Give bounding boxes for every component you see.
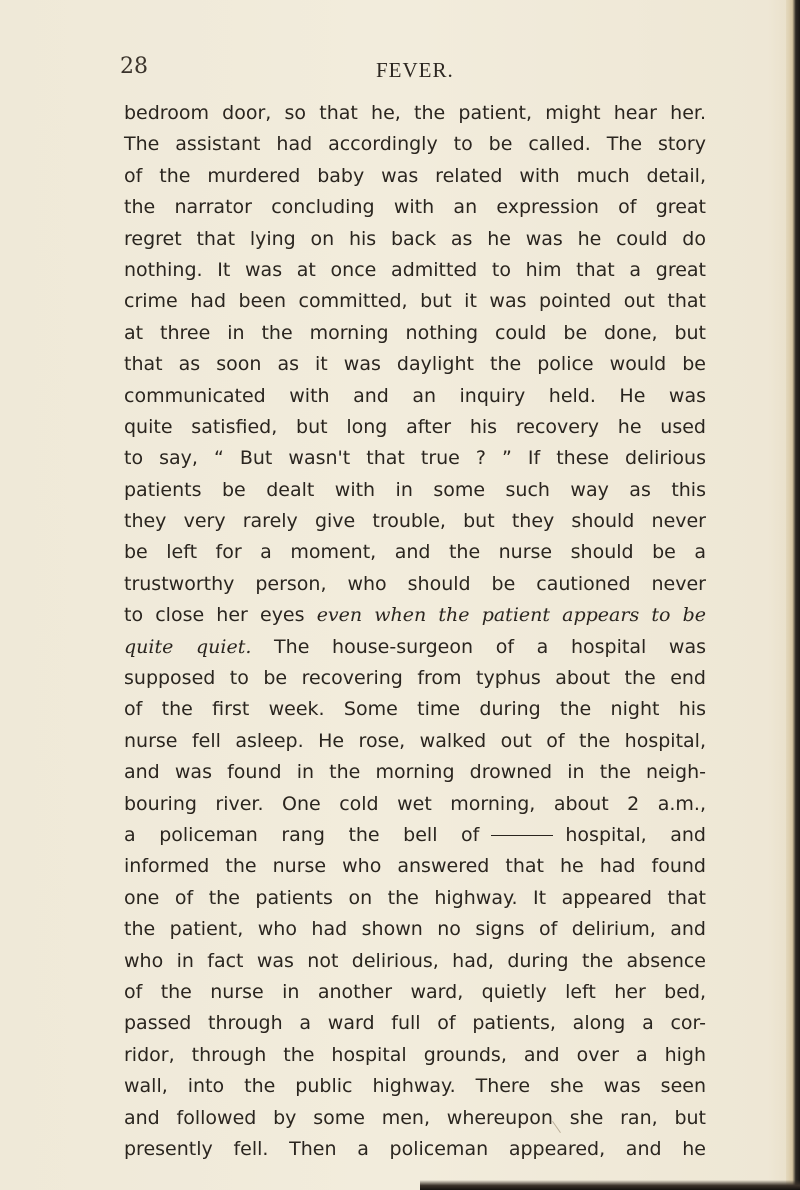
page-bottom-shadow [420, 1180, 800, 1190]
text-line: crime had been committed, but it was pointed out that [124, 290, 706, 313]
text-line: patients be dealt with in some such way as this [124, 478, 706, 501]
text-line: ridor, through the hospital grounds, and over a high [124, 1043, 706, 1066]
text-line: be left for a moment, and the nurse should be a [124, 541, 706, 564]
text-line-with-dash [124, 820, 706, 851]
text-line: and followed by some men, whereupon she ran, but [124, 1106, 706, 1129]
text-line: to say, “ But wasn't that true ? ” If these delirious [124, 447, 706, 470]
line-suffix: The house-surgeon of a hospital was [251, 635, 706, 658]
text-line: they very rarely give trouble, but they should never [124, 510, 706, 533]
text-line: at three in the morning nothing could be done, but [124, 321, 706, 344]
text-line: of the nurse in another ward, quietly left her bed, [124, 980, 706, 1003]
text-line-emphasis [124, 600, 706, 631]
text-line: who in fact was not delirious, had, during the absence [124, 949, 706, 972]
text-line: presently fell. Then a policeman appeared, and he [124, 1137, 706, 1160]
text-line: informed the nurse who answered that he had found [124, 855, 706, 878]
text-line-emphasis [124, 632, 706, 663]
page-binding-edge [786, 0, 800, 1190]
italic-emphasis: quite quiet. [124, 635, 252, 658]
text-line: that as soon as it was daylight the police would be [124, 353, 706, 376]
text-line: the narrator concluding with an expression of great [124, 196, 706, 219]
page-number: 28 [120, 54, 148, 79]
text-line: bedroom door, so that he, the patient, might hear her. [124, 102, 706, 124]
text-line: supposed to be recovering from typhus about the end [124, 667, 706, 690]
em-dash-rule [491, 835, 553, 836]
page-header [120, 54, 710, 86]
body-text [124, 98, 706, 1165]
text-line: and was found in the morning drowned in the neigh- [124, 761, 706, 784]
text-line: nurse fell asleep. He rose, walked out of the hospital, [124, 729, 706, 752]
text-line: communicated with and an inquiry held. He was [124, 384, 706, 407]
line-suffix: hospital, and [565, 823, 706, 846]
line-prefix: to close her eyes [124, 604, 317, 627]
text-line: nothing. It was at once admitted to him that a great [124, 258, 706, 281]
text-line: bouring river. One cold wet morning, about 2 a.m., [124, 792, 706, 815]
italic-emphasis: even when the patient appears to be [316, 604, 706, 627]
text-line: regret that lying on his back as he was he could do [124, 227, 706, 250]
text-line: passed through a ward full of patients, along a cor- [124, 1012, 706, 1035]
line-prefix: a policeman rang the bell of [124, 823, 480, 846]
text-line: of the murdered baby was related with much detail, [124, 164, 706, 187]
text-line: The assistant had accordingly to be called. The story [124, 133, 706, 156]
text-line: trustworthy person, who should be cautioned never [124, 572, 706, 595]
text-line: the patient, who had shown no signs of delirium, and [124, 918, 706, 941]
text-line: quite satisfied, but long after his recovery he used [124, 415, 706, 438]
text-line: of the first week. Some time during the night his [124, 698, 706, 721]
running-head: FEVER. [376, 58, 454, 82]
text-line: wall, into the public highway. There she was seen [124, 1075, 706, 1098]
text-line: one of the patients on the highway. It appeared that [124, 886, 706, 909]
